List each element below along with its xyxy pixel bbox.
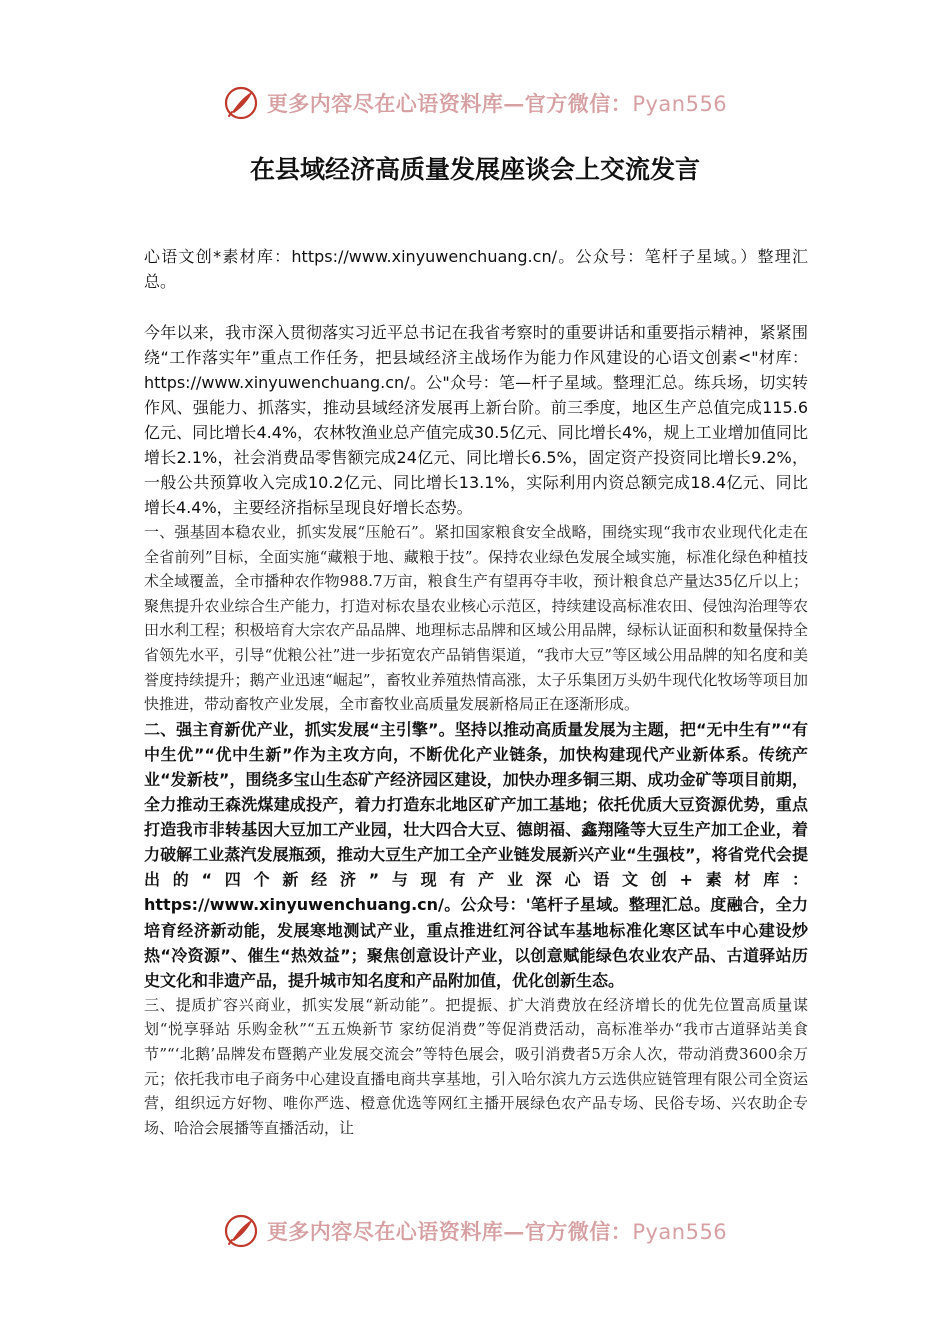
banner-handle: Pyan556 [632, 92, 728, 116]
page-title: 在县域经济高质量发展座谈会上交流发言 [249, 155, 700, 184]
section-commerce: 三、提质扩容兴商业，抓实发展“新动能”。把提振、扩大消费放在经济增长的优先位置高质量谋划“悦享驿站 乐购金秋”“五五焕新节 家纺促消费”等促消费活动，高标准举办“我市古道驿站美食节”“‘北鹅’品牌发布暨鹅产业发展交流会”等特色展会，吸引消费者5万余人次，带动消费3600余万元；依托我市电子商务中心建设直播电商共享基地，引入哈尔滨九方云选供应链管理有限公司全资运营，组织远方好物、唯你严选、橙意优选等网红主播开展绿色农产品专场、民俗专场、兴农助企专场、哈洽会展播等直播活动，让 [144, 995, 808, 1137]
banner-text: 更多内容尽在心语资料库—官方微信：Pyan556 [266, 1219, 728, 1244]
banner-handle: Pyan556 [632, 1220, 728, 1244]
footer-watermark-banner [0, 1209, 950, 1253]
header-watermark-banner [0, 81, 950, 125]
quill-logo-icon [223, 1213, 259, 1249]
banner-text: 更多内容尽在心语资料库—官方微信：Pyan556 [266, 91, 728, 116]
source-note: 心语文创*素材库：https://www.xinyuwenchuang.cn/。公众号：笔杆子星域。）整理汇总。 [144, 247, 808, 291]
quill-logo-icon [223, 85, 259, 121]
section-agriculture: 一、强基固本稳农业，抓实发展“压舱石”。紧扣国家粮食安全战略，围绕实现“我市农业现代化走在全省前列”目标，全面实施“藏粮于地、藏粮于技”。保持农业绿色发展全域实施，标准化绿色种植技术全域覆盖，全市播种农作物988.7万亩，粮食生产有望再夺丰收，预计粮食总产量达35亿斤以上；聚焦提升农业综合生产能力，打造对标农垦农业核心示范区，持续建设高标准农田、侵蚀沟治理等农田水利工程；积极培育大宗农产品品牌、地理标志品牌和区域公用品牌，绿标认证面积和数量保持全省领先水平，引导“优粮公社”进一步拓宽农产品销售渠道，“我市大豆”等区域公用品牌的知名度和美誉度持续提升；鹅产业迅速“崛起”，畜牧业养殖热情高涨，太子乐集团万头奶牛现代化牧场等项目加快推进，带动畜牧产业发展，全市畜牧业高质量发展新格局正在逐渐形成。 [144, 523, 808, 714]
intro-paragraph: 今年以来，我市深入贯彻落实习近平总书记在我省考察时的重要讲话和重要指示精神，紧紧围绕“工作落实年”重点工作任务，把县域经济主战场作为能力作风建设的心语文创素<"材库：https://www.xinyuwenchuang.cn/。公"众号：笔—杆子星域。整理汇总。练兵场，切实转作风、强能力、抓落实，推动县域经济发展再上新台阶。前三季度，地区生产总值完成115.6亿元、同比增长4.4%，农林牧渔业总产值完成30.5亿元、同比增长4%，规上工业增加值同比增长2.1%，社会消费品零售额完成24亿元、同比增长6.5%，固定资产投资同比增长9.2%，一般公共预算收入完成10.2亿元、同比增长13.1%，实际利用内资总额完成18.4亿元、同比增长4.4%，主要经济指标呈现良好增长态势。 [144, 323, 808, 517]
section-industry: 二、强主育新优产业，抓实发展“主引擎”。坚持以推动高质量发展为主题，把“无中生有”“有中生优”“优中生新”作为主攻方向，不断优化产业链条，加快构建现代产业新体系。传统产业“发新枝”，围绕多宝山生态矿产经济园区建设，加快办理多铜三期、成功金矿等项目前期，全力推动王森洗煤建成投产，着力打造东北地区矿产加工基地；依托优质大豆资源优势，重点打造我市非转基因大豆加工产业园，壮大四合大豆、德朗福、鑫翔隆等大豆生产加工企业，着力破解工业蒸汽发展瓶颈，推动大豆生产加工全产业链发展新兴产业“生强枝”，将省党代会提出的“四个新经济”与现有产业深心语文创+素材库：https://www.xinyuwenchuang.cn/。公众号：'笔杆子星域。整理汇总。度融合，全力培育经济新动能，发展寒地测试产业，重点推进红河谷试车基地标准化寒区试车中心建设炒热“冷资源”、催生“热效益”；聚焦创意设计产业，以创意赋能绿色农业农产品、古道驿站历史文化和非遗产品，提升城市知名度和产品附加值，优化创新生态。 [144, 719, 808, 990]
document-body [144, 244, 808, 1140]
